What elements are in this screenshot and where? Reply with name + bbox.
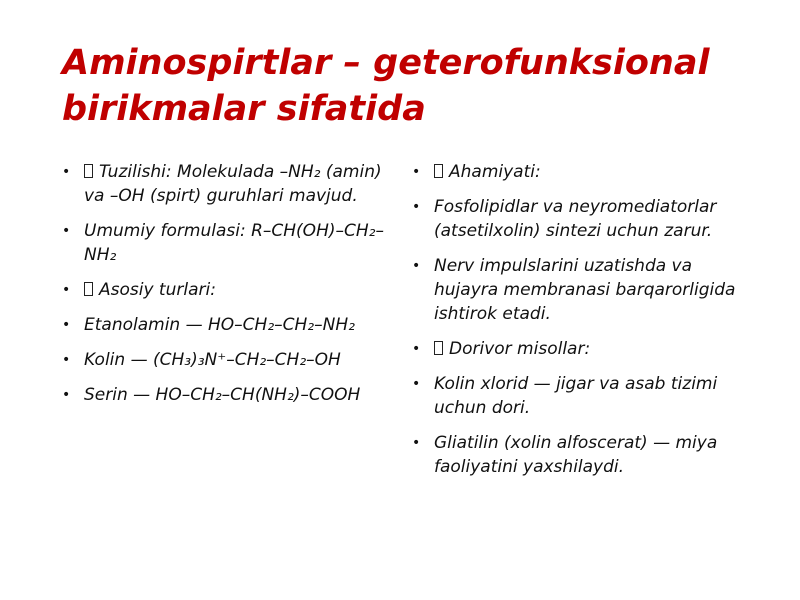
list-item-text: Ahamiyati:	[449, 162, 541, 182]
list-item-text: Dorivor misollar:	[449, 339, 591, 359]
bullet-icon: •	[412, 258, 421, 274]
list-item-text: Etanolamin — HO–CH₂–CH₂–NH₂	[84, 315, 355, 335]
list-item-text: Kolin — (CH₃)₃N⁺–CH₂–CH₂–OH	[84, 350, 341, 370]
list-item	[412, 254, 742, 326]
list-item	[412, 337, 742, 361]
missing-glyph-icon	[84, 164, 93, 178]
list-item-text: Asosiy turlari:	[99, 280, 216, 300]
bullet-icon: •	[62, 352, 71, 368]
bullet-icon: •	[62, 282, 71, 298]
list-item	[62, 278, 392, 302]
right-column-list	[412, 160, 742, 490]
list-item-text: Umumiy formulasi: R–CH(OH)–CH₂–NH₂	[84, 221, 384, 265]
list-item	[412, 160, 742, 184]
list-item-text: Gliatilin (xolin alfoscerat) — miya faoliyatini yaxshilaydi.	[434, 433, 718, 477]
list-item	[62, 313, 392, 337]
bullet-icon: •	[62, 164, 71, 180]
list-item-text: Serin — HO–CH₂–CH(NH₂)–COOH	[84, 385, 361, 405]
missing-glyph-icon	[434, 164, 443, 178]
missing-glyph-icon	[84, 282, 93, 296]
bullet-icon: •	[62, 387, 71, 403]
bullet-icon: •	[412, 199, 421, 215]
list-item-text: Kolin xlorid — jigar va asab tizimi uchun dori.	[434, 374, 718, 418]
missing-glyph-icon	[434, 341, 443, 355]
list-item-text: Fosfolipidlar va neyromediatorlar (atsetilxolin) sintezi uchun zarur.	[434, 197, 717, 241]
bullet-icon: •	[62, 317, 71, 333]
list-item	[412, 195, 742, 243]
list-item-text: Nerv impulslarini uzatishda va hujayra membranasi barqarorligida ishtirok etadi.	[434, 256, 736, 324]
list-item-text: Tuzilishi: Molekulada –NH₂ (amin) va –OH (spirt) guruhlari mavjud.	[84, 162, 382, 206]
slide-title: Aminospirtlar – geterofunksional birikmalar sifatida	[62, 43, 710, 129]
list-item	[62, 160, 392, 208]
list-item	[412, 372, 742, 420]
list-item	[62, 348, 392, 372]
bullet-icon: •	[412, 435, 421, 451]
bullet-icon: •	[412, 164, 421, 180]
list-item	[62, 383, 392, 407]
list-item	[412, 431, 742, 479]
bullet-icon: •	[412, 341, 421, 357]
list-item	[62, 219, 392, 267]
bullet-icon: •	[412, 376, 421, 392]
bullet-icon: •	[62, 223, 71, 239]
left-column-list	[62, 160, 392, 418]
